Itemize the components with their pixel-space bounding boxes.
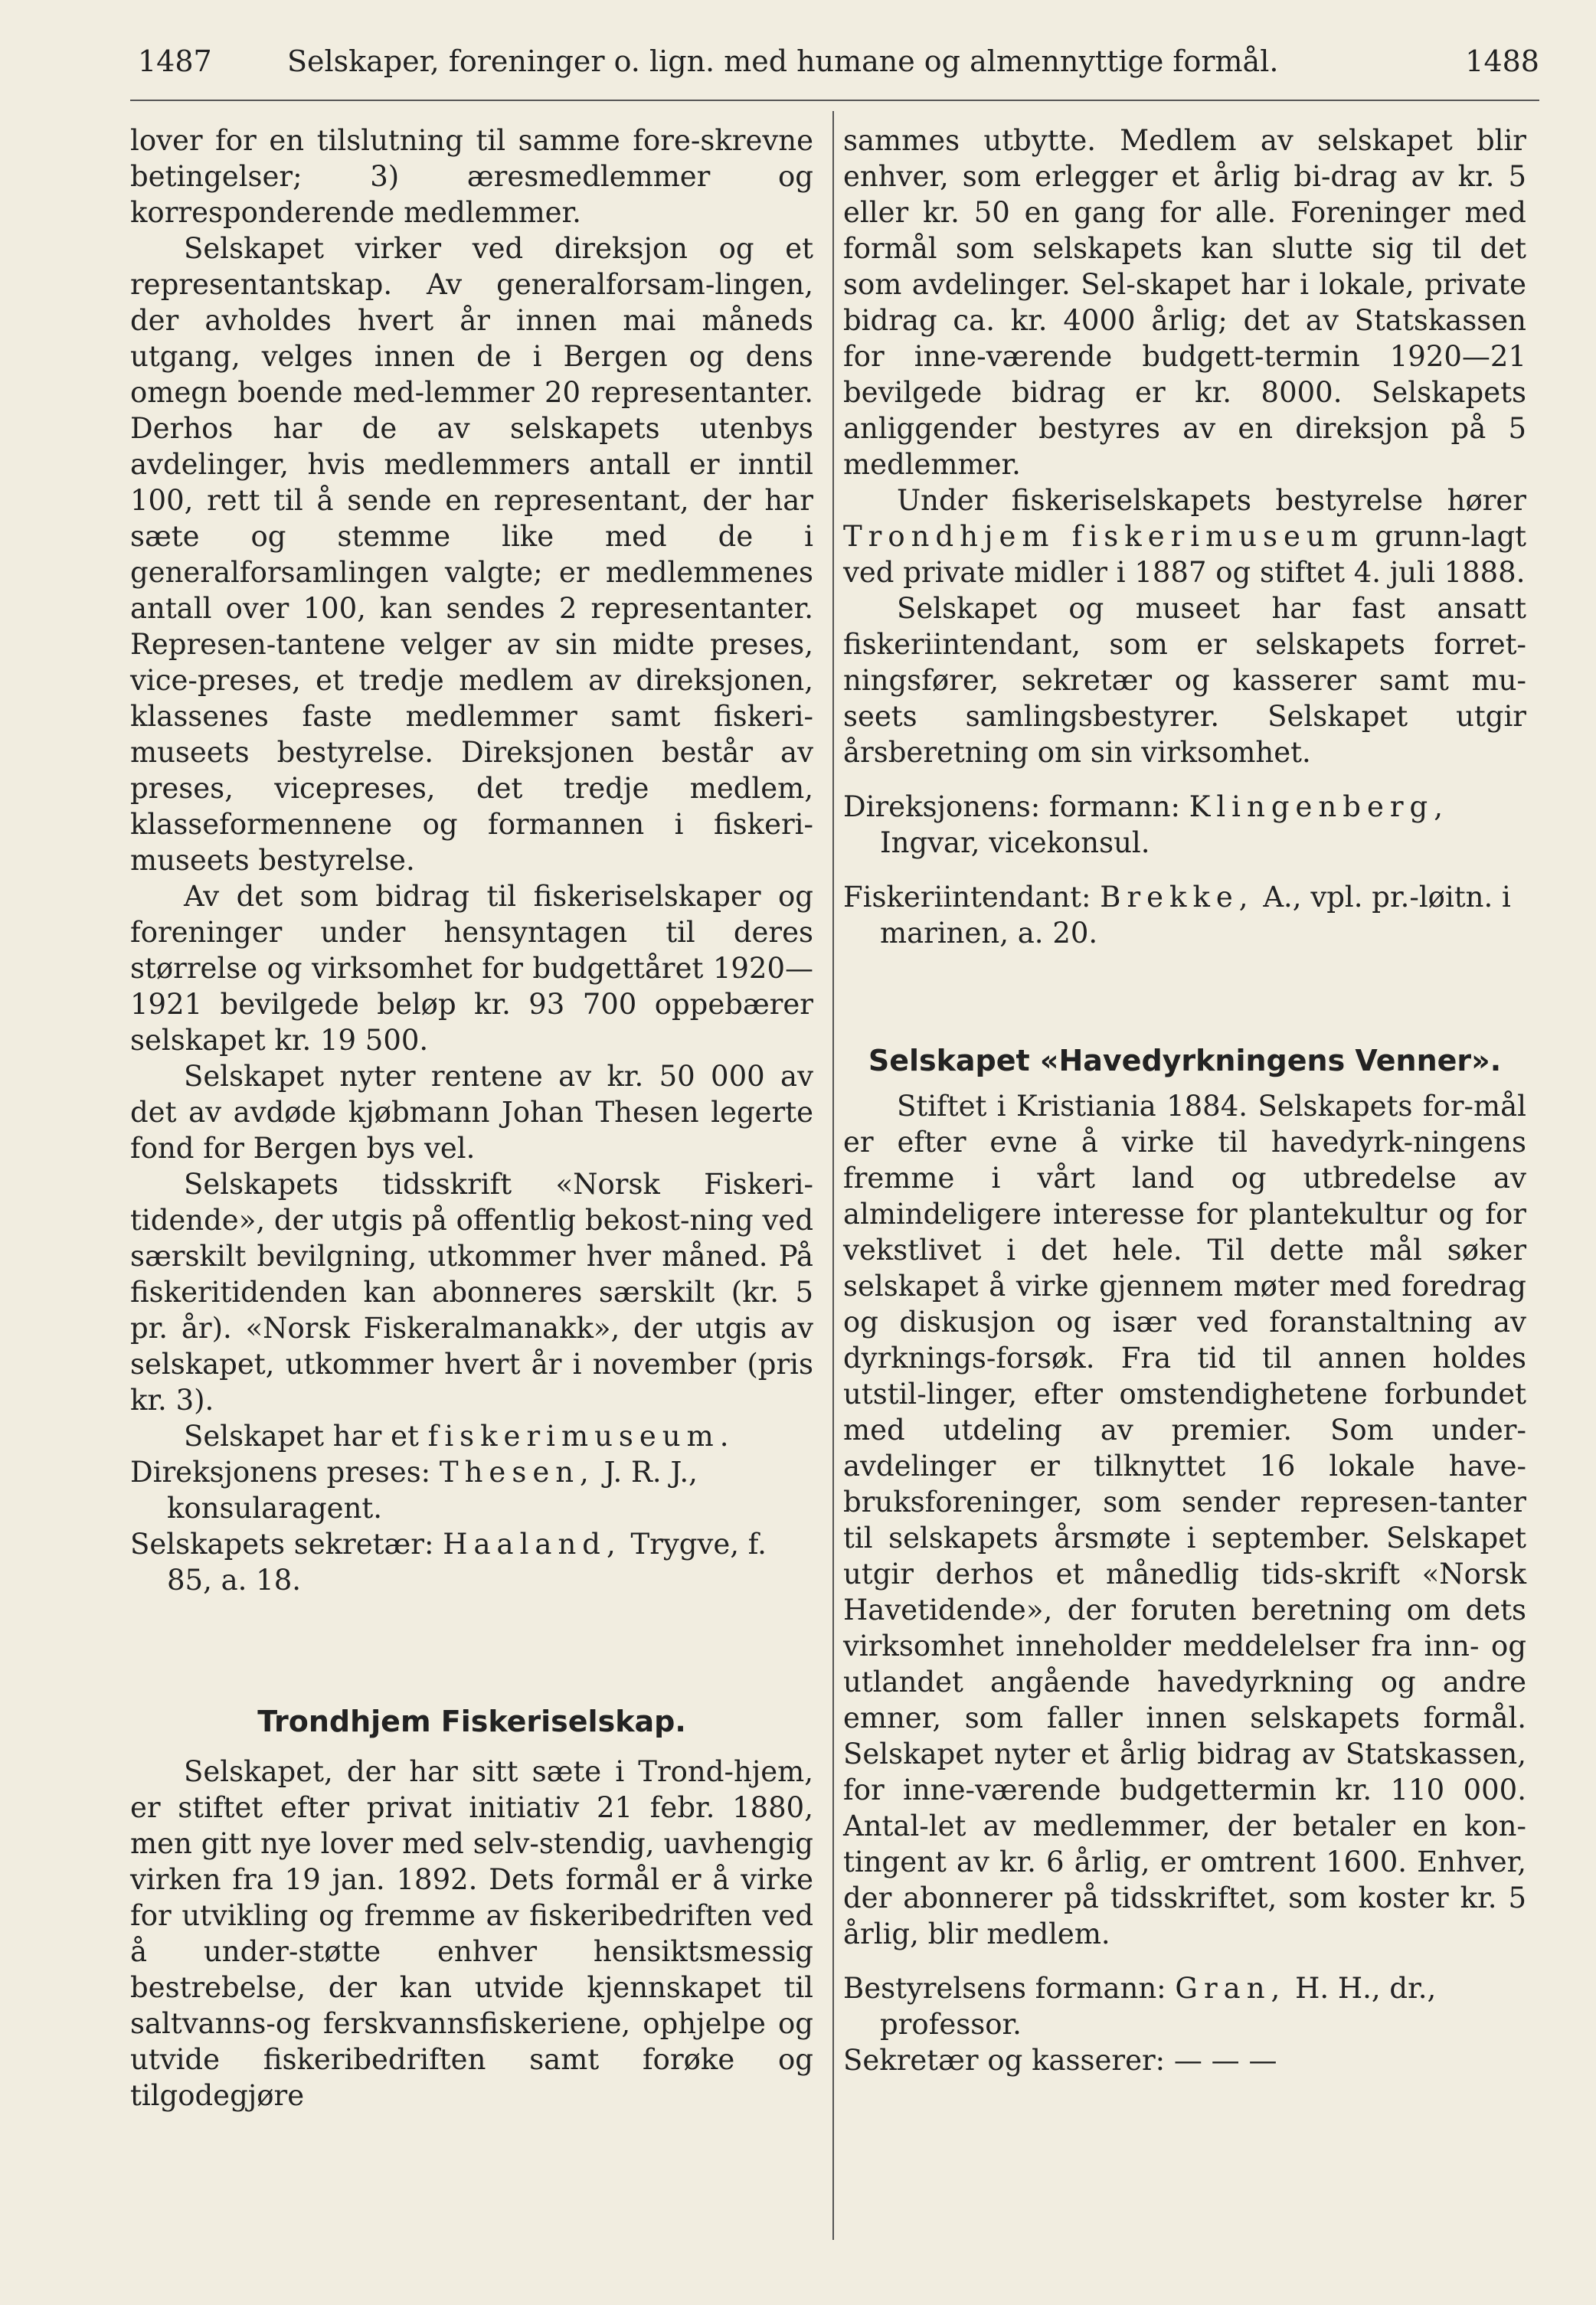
officer-label: Direksjonens: formann:	[843, 790, 1180, 823]
paragraph: lover for en tilslutning til samme fore-skrevne betingelser; 3) æresmedlemmer og korresponderende medlemmer.	[130, 124, 813, 229]
paragraph: Selskapet og museet har fast ansatt fiskeriintendant, som er selskapets forret-ningsfører, sekretær og kasserer samt mu-seets samlingsbestyrer. Selskapet utgir årsberetning om sin virksomhet.	[843, 592, 1526, 769]
paragraph: Stiftet i Kristiania 1884. Selskapets for-mål er efter evne å virke til havedyrk-ningens fremme i vårt land og utbredelse av almindeligere interesse for plantekultur og for vekstlivet i det hele. Til dette mål søker selskapet å virke gjennem møter med foredrag og diskusjon og især ved foranstaltning av dyrknings-forsøk. Fra tid til annen holdes utstil-linger, efter omstendighetene forbundet med utdeling av premier. Som under-avdelinger er tilknyttet 16 lokale have-bruksforeninger, som sender represen-tanter til selskapets årsmøte i september. Selskapet utgir derhos et månedlig tids-skrift «Norsk Havetidende», der foruten beretning om dets virksomhet inneholder meddelelser fra inn- og utlandet angående havedyrkning og andre emner, som faller innen selskapets formål. Selskapet nyter et årlig bidrag av Statskassen, for inne-værende budgettermin kr. 110 000. Antal-let av medlemmer, der betaler en kon-tingent av kr. 6 årlig, er omtrent 1600. Enhver, der abonnerer på tidsskriftet, som koster kr. 5 årlig, blir medlem.	[843, 1090, 1526, 1950]
section-heading: Selskapet «Havedyrkningens Venner».	[868, 1044, 1502, 1077]
officer-entry	[130, 1526, 813, 1598]
officer-details: Trygve, f. 85, a. 18.	[167, 1528, 767, 1597]
paragraph: Selskapets tidsskrift «Norsk Fiskeri-tidende», der utgis på offentlig bekost-ning ved særskilt bevilgning, utkommer hver måned. På fiskeritidenden kan abonneres særskilt (kr. 5 pr. år). «Norsk Fiskeralmanakk», der utgis av selskapet, utkommer hvert år i november (pris kr. 3).	[130, 1168, 813, 1417]
paragraph: Selskapet nyter rentene av kr. 50 000 av det av avdøde kjøbmann Johan Thesen legerte fond for Bergen bys vel.	[130, 1060, 813, 1165]
paragraph: Selskapet virker ved direksjon og et representantskap. Av generalforsam-lingen, der avholdes hvert år innen mai måneds utgang, velges innen de i Bergen og dens omegn boende med-lemmer 20 representanter. Derhos har de av selskapets utenbys avdelinger, hvis medlemmers antall er inntil 100, rett til å sende en representant, der har sæte og stemme like med de i generalforsamlingen valgte; er medlemmenes antall over 100, kan sendes 2 representanter. Represen-tantene velger av sin midte preses, vice-preses, et tredje medlem av direksjonen, klassenes faste medlemmer samt fiskeri-museets bestyrelse. Direksjonen består av preses, vicepreses, det tredje medlem, klasseformennene og formannen i fiskeri-museets bestyrelse.	[130, 232, 813, 877]
officer-details: H. H., dr., professor.	[880, 1972, 1437, 2041]
officer-label: Direksjonens preses:	[130, 1456, 431, 1489]
paragraph: Selskapet, der har sitt sæte i Trond-hjem, er stiftet efter privat initiativ 21 febr. 1880, men gitt nye lover med selv-stendig, uavhengig virken fra 19 jan. 1892. Dets formål er å virke for utvikling og fremme av fiskeribedriften ved å under-støtte enhver hensiktsmessig bestrebelse, der kan utvide kjennskapet til saltvanns-og ferskvannsfiskeriene, ophjelpe og utvide fiskeribedriften samt forøke og tilgodegjøre	[130, 1755, 813, 2112]
right-column	[843, 123, 1526, 2078]
officer-label: Bestyrelsens formann:	[843, 1972, 1166, 2005]
column-divider	[832, 111, 834, 2240]
paragraph	[843, 482, 1526, 590]
paragraph: Av det som bidrag til fiskeriselskaper og foreninger under hensyntagen til deres størrelse og virksomhet for budgettåret 1920—1921 bevilgede beløp kr. 93 700 oppebærer selskapet kr. 19 500.	[130, 880, 813, 1057]
officer-entry	[843, 789, 1526, 861]
officer-entry	[843, 2042, 1526, 2078]
text-run: Under fiskeriselskapets bestyrelse hører	[897, 484, 1526, 517]
officer-entry	[130, 1454, 813, 1526]
officer-entry	[843, 1970, 1526, 2042]
officer-details: — — —	[1173, 2044, 1277, 2077]
header-title: Selskaper, foreninger o. lign. med humane og almennyttige formål.	[287, 44, 1279, 78]
running-header	[130, 44, 1539, 90]
text-run: grunn-lagt ved private midler i 1887 og stiftet 4. juli 1888.	[843, 520, 1526, 589]
page-number-left: 1487	[138, 44, 212, 78]
spaced-term: Trondhjem fiskerimuseum	[843, 520, 1364, 553]
officer-entry	[843, 879, 1526, 951]
paragraph	[130, 1418, 813, 1454]
officer-label: Sekretær og kasserer:	[843, 2044, 1166, 2077]
paragraph: sammes utbytte. Medlem av selskapet blir enhver, som erlegger et årlig bi-drag av kr. 5 eller kr. 50 en gang for alle. Foreninger med formål som selskapets kan slutte sig til det som avdelinger. Sel-skapet har i lokale, private bidrag ca. kr. 4000 årlig; det av Statskassen for inne-værende budgett-termin 1920—21 bevilgede bidrag er kr. 8000. Selskapets anliggender bestyres av en direksjon på 5 medlemmer.	[843, 124, 1526, 481]
page-number-right: 1488	[1465, 44, 1539, 78]
header-rule	[130, 100, 1539, 101]
officer-details: J. R. J., konsularagent.	[167, 1456, 698, 1525]
officer-name: Gran,	[1175, 1972, 1287, 2005]
officer-name: Klingenberg,	[1189, 790, 1449, 823]
left-column	[130, 123, 813, 2114]
spaced-term: fiskerimuseum.	[427, 1420, 735, 1453]
officer-name: Brekke,	[1100, 881, 1254, 914]
text-run: Selskapet har et	[184, 1420, 419, 1453]
officer-name: Haaland,	[443, 1528, 622, 1561]
officer-label: Selskapets sekretær:	[130, 1528, 434, 1561]
section-heading: Trondhjem Fiskeriselskap.	[257, 1705, 686, 1738]
officer-details: A., vpl. pr.-løitn. i marinen, a. 20.	[880, 881, 1511, 950]
officer-name: Thesen,	[439, 1456, 595, 1489]
officer-label: Fiskeriintendant:	[843, 881, 1091, 914]
officer-details: Ingvar, vicekonsul.	[880, 826, 1150, 859]
